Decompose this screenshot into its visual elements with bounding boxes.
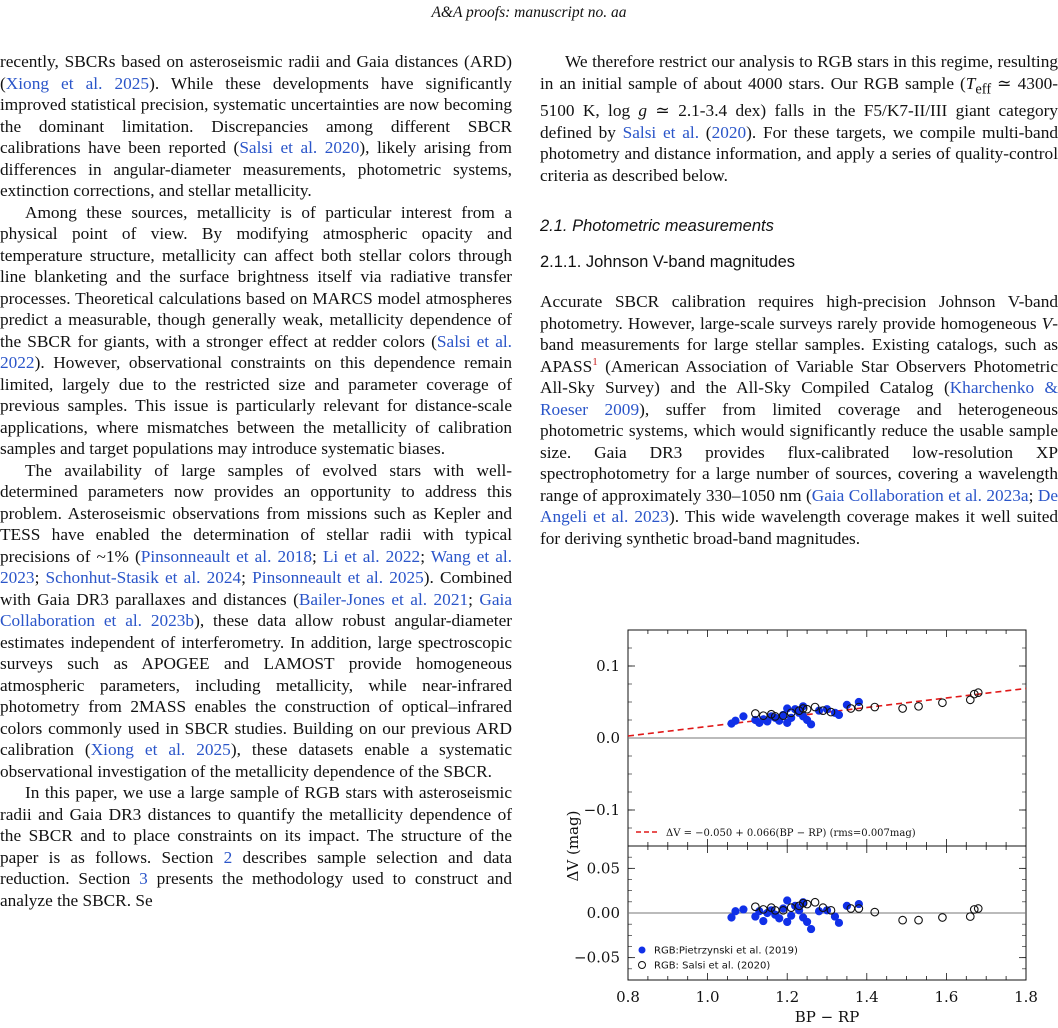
x-tick-label: 1.6 bbox=[934, 988, 959, 1006]
data-point-pietrzynski bbox=[803, 918, 811, 926]
footnote-marker[interactable]: 1 bbox=[592, 356, 598, 369]
data-point-pietrzynski bbox=[835, 711, 843, 719]
x-tick-label: 1.2 bbox=[775, 988, 800, 1006]
citation-link[interactable]: Schonhut-Stasik et al. 2024 bbox=[45, 568, 242, 587]
citation-link[interactable]: 2020 bbox=[711, 122, 747, 142]
legend-marker bbox=[639, 962, 646, 969]
citation-link[interactable]: Pinsonneault et al. 2018 bbox=[140, 546, 313, 566]
data-point-salsi bbox=[939, 914, 947, 922]
legend-label: RGB: Salsi et al. (2020) bbox=[654, 960, 771, 972]
citation-link[interactable]: Gaia Collaboration et al. 2023a bbox=[811, 485, 1029, 505]
data-point-pietrzynski bbox=[807, 721, 815, 729]
citation-link[interactable]: Kharchenko & Roeser 2009 bbox=[540, 378, 1058, 419]
paragraph: In this paper, we use a large sample of RGB stars with asteroseismic radii and Gaia DR3 distances to quantify the metallicity dependence of the SBCR and to place constraints on its impact. The structure of the paper is as follows. Section 2 describes sample selection and data reduction. Section 3 presents the methodology used to construct and analyze the SBCR. Se bbox=[0, 783, 512, 910]
citation-link[interactable]: Li et al. 2022 bbox=[322, 546, 421, 566]
y-tick-label: 0.1 bbox=[596, 657, 620, 675]
data-point-salsi bbox=[752, 903, 760, 911]
data-point-pietrzynski bbox=[783, 897, 791, 905]
math-symbol: T bbox=[965, 73, 976, 93]
citation-link[interactable]: De Angeli et al. 2023 bbox=[540, 485, 1058, 527]
x-tick-label: 1.8 bbox=[1014, 988, 1038, 1006]
data-point-salsi bbox=[966, 913, 974, 921]
data-point-pietrzynski bbox=[732, 717, 740, 725]
data-point-salsi bbox=[899, 705, 907, 713]
x-tick-label: 1.0 bbox=[695, 988, 720, 1006]
legend-marker bbox=[639, 947, 646, 954]
right-column bbox=[540, 51, 1058, 549]
x-tick-label: 1.4 bbox=[854, 988, 879, 1006]
citation-link[interactable]: 2 bbox=[223, 847, 233, 867]
data-point-salsi bbox=[899, 916, 907, 924]
citation-link[interactable]: 3 bbox=[139, 869, 148, 888]
section-title: 2.1. Photometric measurements bbox=[540, 217, 774, 236]
citation-link[interactable]: Salsi et al. bbox=[622, 122, 700, 142]
figure bbox=[560, 618, 1058, 1028]
data-point-pietrzynski bbox=[775, 915, 783, 923]
legend-label: RGB:Pietrzynski et al. (2019) bbox=[654, 945, 798, 957]
citation-link[interactable]: Pinsonneault et al. 2025 bbox=[252, 568, 424, 587]
x-axis-label: BP − RP bbox=[794, 1008, 860, 1026]
data-point-salsi bbox=[811, 898, 819, 906]
citation-link[interactable]: Wang et al. 2023 bbox=[0, 546, 512, 587]
data-point-pietrzynski bbox=[807, 925, 815, 933]
data-point-pietrzynski bbox=[732, 907, 740, 915]
data-point-pietrzynski bbox=[740, 906, 748, 914]
math-symbol: V bbox=[1041, 313, 1053, 333]
citation-link[interactable]: Bailer-Jones et al. 2021 bbox=[298, 589, 469, 609]
residual-scatter-chart bbox=[560, 618, 1058, 1028]
data-point-pietrzynski bbox=[855, 900, 863, 908]
data-point-pietrzynski bbox=[787, 912, 795, 920]
citation-link[interactable]: Salsi et al. 2022 bbox=[0, 331, 513, 372]
citation-link[interactable]: Salsi et al. 2020 bbox=[239, 138, 360, 157]
subsection-title: 2.1.1. Johnson V-band magnitudes bbox=[540, 252, 796, 271]
y-tick-label: 0.05 bbox=[586, 859, 620, 878]
y-tick-label: 0.0 bbox=[596, 729, 620, 747]
data-point-pietrzynski bbox=[740, 713, 748, 721]
y-tick-label: −0.1 bbox=[583, 801, 620, 819]
fit-label: ΔV = −0.050 + 0.066(BP − RP) (rms=0.007mag) bbox=[666, 828, 916, 839]
paragraph: We therefore restrict our analysis to RGB stars in this regime, resulting in an initial sample of about 4000 stars. Our RGB sample ($T_{eff}$ ≃ 4300-5100 K, log g ≃ 2.1-3.4 dex) falls in the F5/K7-II/III giant category defined by Salsi et al. (2020). For these targets, we compile multi-band photometry and distance information, and apply a series of quality-control criteria as described below. bbox=[540, 52, 1058, 185]
data-point-salsi bbox=[871, 908, 879, 916]
paragraph: recently, SBCRs based on asteroseismic radii and Gaia distances (ARD) (Xiong et al. 2025). While these developments have significantly improved statistical precision, systematic uncertainties are now becoming the dominant limitation. Discrepancies among different SBCR calibrations have been reported (Salsi et al. 2020), likely arising from differences in angular-diameter measurements, photometric systems, extinction corrections, and stellar metallicity. bbox=[0, 52, 512, 200]
paragraph: Accurate SBCR calibration requires high-precision Johnson V-band photometry. However, large-scale surveys rarely provide homogeneous V-band measurements for large stellar samples. Existing catalogs, such as APASS$^1$ (American Association of Variable Star Observers Photometric All-Sky Survey) and the All-Sky Compiled Catalog (Kharchenko & Roeser 2009), suffer from limited coverage and heterogeneous photometric systems, which would significantly reduce the usable sample size. Gaia DR3 provides flux-calibrated low-resolution XP spectrophotometry for a large number of sources, covering a wavelength range of approximately 330–1050 nm (Gaia Collaboration et al. 2023a; De Angeli et al. 2023). This wide wavelength coverage makes it well suited for deriving synthetic broad-band magnitudes. bbox=[540, 292, 1058, 548]
citation-link[interactable]: Xiong et al. 2025 bbox=[90, 740, 231, 759]
y-tick-label: 0.00 bbox=[586, 904, 620, 922]
citation-link[interactable]: Gaia Collaboration et al. 2023b bbox=[0, 589, 512, 630]
subscript: eff bbox=[975, 80, 992, 97]
math-symbol: g bbox=[638, 101, 648, 121]
left-column bbox=[0, 51, 512, 911]
running-head: A&A proofs: manuscript no. aa bbox=[431, 4, 627, 21]
y-tick-label: −0.05 bbox=[574, 948, 620, 967]
citation-link[interactable]: Xiong et al. 2025 bbox=[5, 73, 150, 93]
data-point-pietrzynski bbox=[835, 919, 843, 927]
data-point-salsi bbox=[915, 703, 923, 711]
y-axis-label: ΔV (mag) bbox=[564, 810, 582, 882]
data-point-salsi bbox=[939, 699, 947, 707]
paragraph: The availability of large samples of evolved stars with well-determined parameters now provides an opportunity to address this problem. Asteroseismic observations from missions such as Kepler and TESS have enabled the determination of stellar radii with typical precisions of ~1% (Pinsonneault et al. 2018; Li et al. 2022; Wang et al. 2023; Schonhut-Stasik et al. 2024; Pinsonneault et al. 2025). Combined with Gaia DR3 parallaxes and distances (Bailer-Jones et al. 2021; Gaia Collaboration et al. 2023b), these data allow robust angular-diameter estimates independent of interferometry. In addition, large spectroscopic surveys such as APOGEE and LAMOST provide homogeneous atmospheric parameters, including metallicity, while near-infrared photometry from 2MASS enables the construction of optical–infrared colors commonly used in SBCR studies. Building on our previous ARD calibration (Xiong et al. 2025), these datasets enable a systematic observational investigation of the metallicity dependence of the SBCR. bbox=[0, 460, 513, 781]
data-point-pietrzynski bbox=[795, 907, 803, 915]
x-tick-label: 0.8 bbox=[616, 988, 640, 1006]
data-point-salsi bbox=[915, 916, 923, 924]
data-point-pietrzynski bbox=[779, 905, 787, 913]
paragraph: Among these sources, metallicity is of particular interest from a physical point of view. By modifying atmospheric opacity and temperature structure, metallicity can affect both stellar colors through line blanketing and the surface brightness itself via radiative transfer processes. Theoretical calculations based on MARCS model atmospheres predict a measurable, though generally weak, metallicity dependence of the SBCR for giants, with a stronger effect at redder colors (Salsi et al. 2022). However, observational constraints on this dependence remain limited, largely due to the restricted size and parameter coverage of previous samples. This issue is particularly relevant for distance-scale applications, where mismatches between the metallicity of calibration samples and target populations may introduce systematic biases. bbox=[0, 202, 513, 458]
data-point-pietrzynski bbox=[760, 917, 768, 925]
